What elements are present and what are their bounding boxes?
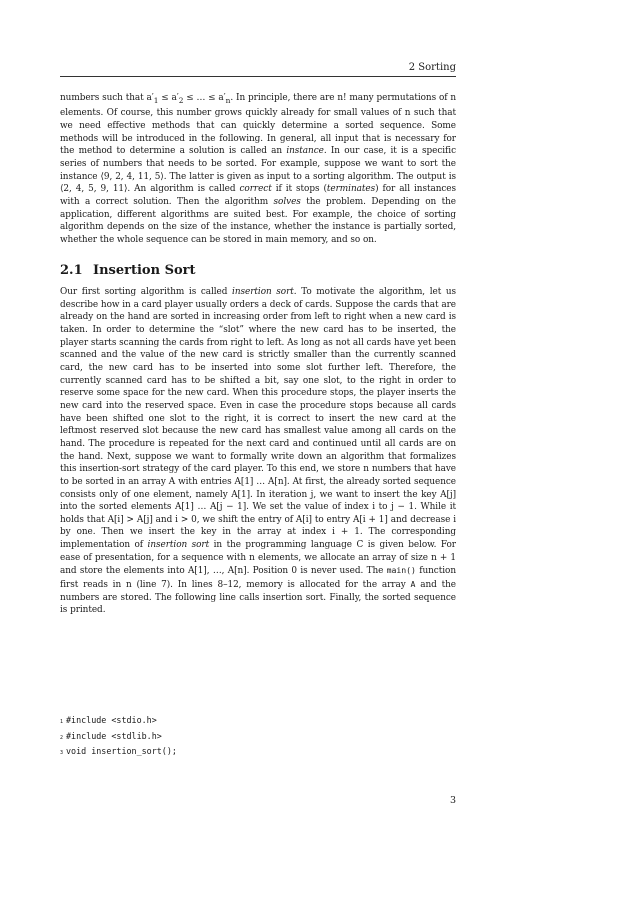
- code-line: [60, 745, 456, 761]
- term-terminates: terminates: [326, 184, 376, 195]
- intro-text-8: the problem. Depending on the application, different algorithms are suited best. For example, the choice of sorting algorithm depends on the size of the instance, whether the instance is partially sorted, whether the whole sequence can be stored in main memory, and so on.: [60, 197, 457, 245]
- term-correct: correct: [239, 184, 272, 195]
- line-number: 2: [60, 734, 64, 741]
- inline-code-main: main(): [386, 565, 416, 576]
- line-number: 3: [60, 750, 64, 756]
- term-insertion-sort: insertion sort: [232, 287, 294, 297]
- intro-text-3: ≤ … ≤ a′: [183, 93, 226, 103]
- intro-subscript-1: 1: [153, 95, 159, 105]
- intro-text-5: . In our case, it is a specific series of numbers that needs to be sorted. For example, suppose we want to sort the instance ⟨9, 2, 4, 11, 5⟩. The latter is given as input to a sorting algorithm. The output is ⟨2, 4, 5, 9, 11⟩. An algorithm is called: [60, 146, 457, 195]
- insertion-text-5: and the numbers are stored. The following line calls insertion sort. Finally, the sorted sequence is printed.: [60, 580, 456, 616]
- intro-text-4: . In principle, there are n! many permutations of n elements. Of course, this number grows quickly already for small values of n such that we need effective methods that can quickly determine a sorted sequence. Some methods will be introduced in the following. In general, all input that is necessary for the method to determine a solution is called an: [60, 93, 457, 157]
- intro-subscript-n: n: [225, 95, 231, 105]
- inline-code-array: A: [410, 579, 416, 590]
- header-rule: [60, 76, 456, 77]
- intro-subscript-2: 2: [178, 95, 184, 105]
- running-header: 2 Sorting: [408, 62, 456, 73]
- insertion-text-4: function first reads in n (line 7). In lines 8–12, memory is allocated for the array: [60, 566, 456, 591]
- code-listing: [60, 714, 456, 761]
- section-heading: [60, 263, 456, 279]
- section-title: Insertion Sort: [93, 263, 196, 278]
- intro-paragraph: [60, 92, 456, 247]
- insertion-text-1: Our first sorting algorithm is called: [60, 287, 233, 297]
- code-line: [60, 714, 456, 730]
- term-instance: instance: [286, 146, 324, 157]
- code-text: void insertion_sort();: [66, 746, 177, 756]
- code-text: #include <stdio.h>: [66, 715, 157, 725]
- intro-text-2: ≤ a′: [158, 93, 179, 103]
- code-line: [60, 730, 456, 746]
- term-insertion-sort-2: insertion sort: [147, 540, 210, 551]
- insertion-text-2: . To motivate the algorithm, let us describe how in a card player usually orders a deck of cards. Suppose the cards that are already on the hand are sorted in increasing order from left to right when a new card is taken. In order to determine the “slot” where the new card has to be inserted, the player starts scanning the cards from right to left. As long as not all cards have yet been scanned and the value of the new card is strictly smaller than the currently scanned card, the new card has to be inserted into some slot further left. Therefore, the currently scanned card has to be shifted a bit, say one slot, to the right in order to reserve some space for the new card. When this procedure stops, the player inserts the new card into the reserved space. Even in case the procedure stops because all cards have been shifted one slot to the right, it is correct to insert the new card at the leftmost reserved slot because the new card has smallest value among all cards on the hand. The procedure is repeated for the next card and continued until all cards are on the hand. Next, suppose we want to formally write down an algorithm that formalizes this insertion-sort strategy of the card player. To this end, we store n numbers that have to be sorted in an array A with entries A[1] … A[n]. At first, the already sorted sequence consists only of one element, namely A[1]. In iteration j, we want to insert the key A[j] into the sorted elements A[1] … A[j − 1]. We set the value of index i to j − 1. While it holds that A[i] > A[j] and i > 0, we shift the entry of A[i] to entry A[i + 1] and decrease i by one. Then we insert the key in the array at index i + 1. The corresponding implementation of: [60, 287, 457, 551]
- section-number: 2.1: [60, 263, 83, 278]
- insertion-text-3: in the programming language C is given below. For ease of presentation, for a sequence with n elements, we allocate an array of size n + 1 and store the elements into A[1], …, A[n]. Position 0 is never used. The: [60, 540, 456, 577]
- code-text: #include <stdlib.h>: [66, 730, 162, 741]
- intro-text-7: ) for all instances with a correct solution. Then the algorithm: [60, 184, 457, 208]
- intro-text-6: if it stops (: [271, 184, 327, 195]
- page-number: 3: [449, 795, 456, 806]
- term-solves: solves: [273, 197, 301, 208]
- intro-text-1: numbers such that a′: [60, 93, 154, 103]
- line-number: 1: [60, 719, 64, 725]
- insertion-sort-paragraph: [60, 286, 456, 617]
